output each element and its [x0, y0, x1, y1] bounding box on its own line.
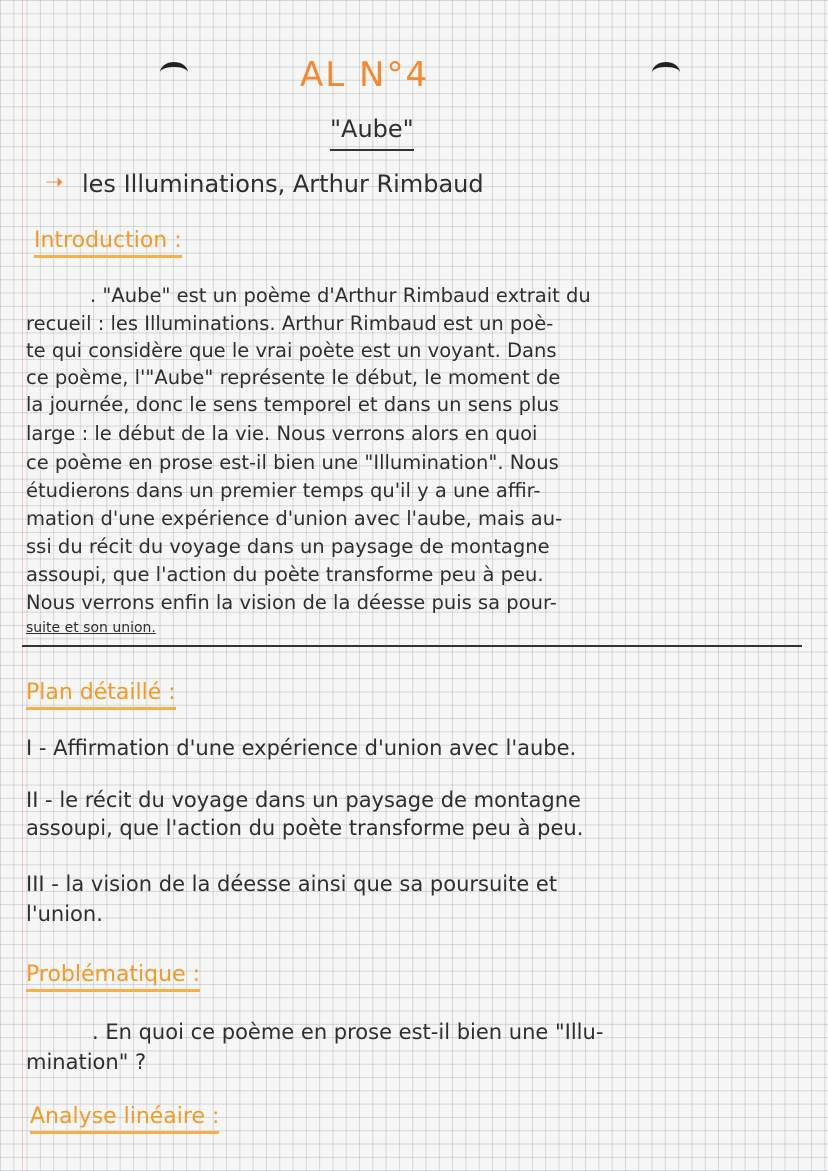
plan-item: assoupi, que l'action du poète transforme peu à peu.	[26, 816, 584, 840]
intro-line: ce poème en prose est-il bien une "Illumination". Nous	[26, 451, 559, 474]
margin-line	[22, 0, 23, 1171]
intro-line: Nous verrons enfin la vision de la déesse puis sa pour-	[26, 591, 557, 614]
intro-line: assoupi, que l'action du poète transforme peu à peu.	[26, 563, 544, 586]
page-title: AL N°4	[300, 55, 430, 95]
section-divider	[22, 645, 802, 647]
problematique-heading: Problématique :	[26, 962, 200, 992]
binder-hole-right	[652, 62, 680, 83]
intro-line: la journée, donc le sens temporel et dans un sens plus	[26, 393, 559, 416]
problematique-line: mination" ?	[26, 1050, 147, 1074]
intro-line: mation d'une expérience d'union avec l'aube, mais au-	[26, 507, 563, 530]
intro-line: étudierons dans un premier temps qu'il y a une affir-	[26, 479, 541, 502]
plan-item: II - le récit du voyage dans un paysage de montagne	[26, 788, 581, 812]
analyse-heading: Analyse linéaire :	[30, 1104, 219, 1134]
plan-item: I - Affirmation d'une expérience d'union avec l'aube.	[26, 736, 577, 760]
intro-line: ce poème, l'"Aube" représente le début, le moment de	[26, 366, 561, 389]
plan-heading: Plan détaillé :	[26, 680, 176, 710]
intro-line: recueil : les Illuminations. Arthur Rimbaud est un poè-	[26, 312, 554, 335]
binder-hole-left	[160, 62, 188, 83]
source-line: les Illuminations, Arthur Rimbaud	[82, 170, 484, 198]
intro-line: te qui considère que le vrai poète est un voyant. Dans	[26, 339, 557, 362]
arrow-icon: ➝	[45, 170, 64, 195]
problematique-line: . En quoi ce poème en prose est-il bien une "Illu-	[92, 1020, 604, 1044]
plan-item: l'union.	[26, 902, 103, 926]
intro-line: ssi du récit du voyage dans un paysage de montagne	[26, 535, 550, 558]
introduction-heading: Introduction :	[34, 228, 182, 258]
poem-title: "Aube"	[330, 115, 414, 151]
intro-line: large : le début de la vie. Nous verrons alors en quoi	[26, 422, 538, 445]
plan-item: III - la vision de la déesse ainsi que sa poursuite et	[26, 872, 558, 896]
intro-line: . "Aube" est un poème d'Arthur Rimbaud extrait du	[90, 284, 591, 307]
intro-line: suite et son union.	[26, 620, 156, 636]
